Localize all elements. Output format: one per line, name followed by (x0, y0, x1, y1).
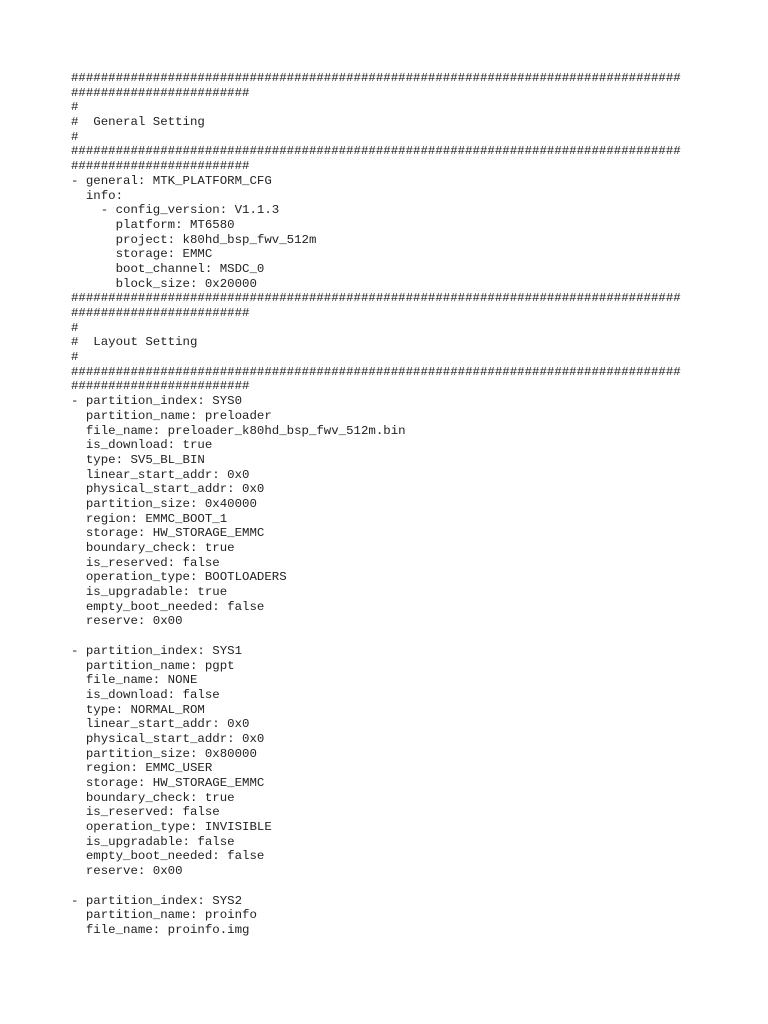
text-line: info: (71, 188, 124, 203)
text-line: physical_start_addr: 0x0 (71, 482, 265, 497)
text-line: - general: MTK_PLATFORM_CFG (71, 173, 272, 188)
text-line: - partition_index: SYS1 (71, 643, 243, 658)
text-line: linear_start_addr: 0x0 (71, 717, 250, 732)
text-line: is_upgradable: false (71, 834, 235, 849)
text-line: - partition_index: SYS2 (71, 893, 243, 908)
text-line: - partition_index: SYS0 (71, 394, 243, 409)
text-line: ######################## (71, 159, 250, 174)
text-line: # General Setting (71, 115, 205, 130)
text-line: file_name: proinfo.img (71, 922, 250, 937)
text-line: partition_name: preloader (71, 408, 272, 423)
text-line: reserve: 0x00 (71, 864, 183, 879)
text-line: # (71, 129, 79, 144)
text-line: ######################## (71, 379, 250, 394)
blank-line (71, 629, 761, 644)
text-line: is_reserved: false (71, 555, 220, 570)
text-line: operation_type: BOOTLOADERS (71, 570, 287, 585)
text-line: type: NORMAL_ROM (71, 702, 205, 717)
text-line: partition_name: proinfo (71, 908, 257, 923)
text-line: boot_channel: MSDC_0 (71, 261, 265, 276)
text-line: storage: HW_STORAGE_EMMC (71, 526, 265, 541)
text-line: is_download: false (71, 687, 220, 702)
blank-line (71, 879, 761, 894)
text-line: boundary_check: true (71, 790, 235, 805)
text-line: linear_start_addr: 0x0 (71, 467, 250, 482)
text-line: partition_size: 0x40000 (71, 496, 257, 511)
text-line: is_upgradable: true (71, 585, 228, 600)
text-line: type: SV5_BL_BIN (71, 452, 205, 467)
text-line: file_name: preloader_k80hd_bsp_fwv_512m.bin (71, 423, 406, 438)
text-line: ################################################################################## (71, 364, 681, 379)
text-line: # (71, 100, 79, 115)
text-line: ################################################################################## (71, 291, 681, 306)
text-line: # Layout Setting (71, 335, 198, 350)
text-line: storage: EMMC (71, 247, 213, 262)
text-line: # (71, 350, 79, 365)
scatter-file-text (71, 71, 761, 938)
text-line: project: k80hd_bsp_fwv_512m (71, 232, 317, 247)
text-line: ######################## (71, 85, 250, 100)
text-line: region: EMMC_USER (71, 761, 213, 776)
text-line: empty_boot_needed: false (71, 599, 265, 614)
text-line: partition_name: pgpt (71, 658, 235, 673)
text-line: is_reserved: false (71, 805, 220, 820)
text-line: partition_size: 0x80000 (71, 746, 257, 761)
text-line: reserve: 0x00 (71, 614, 183, 629)
text-line: is_download: true (71, 438, 213, 453)
text-line: region: EMMC_BOOT_1 (71, 511, 228, 526)
text-line: empty_boot_needed: false (71, 849, 265, 864)
text-line: file_name: NONE (71, 673, 198, 688)
text-line: block_size: 0x20000 (71, 276, 257, 291)
text-line: - config_version: V1.1.3 (71, 203, 280, 218)
text-line: ################################################################################## (71, 71, 681, 85)
text-line: physical_start_addr: 0x0 (71, 731, 265, 746)
text-line: storage: HW_STORAGE_EMMC (71, 776, 265, 790)
text-line: ######################## (71, 306, 250, 320)
text-line: operation_type: INVISIBLE (71, 820, 272, 835)
text-line: boundary_check: true (71, 541, 235, 555)
text-line: ################################################################################## (71, 144, 681, 159)
text-line: # (71, 320, 79, 335)
text-line: platform: MT6580 (71, 217, 235, 232)
